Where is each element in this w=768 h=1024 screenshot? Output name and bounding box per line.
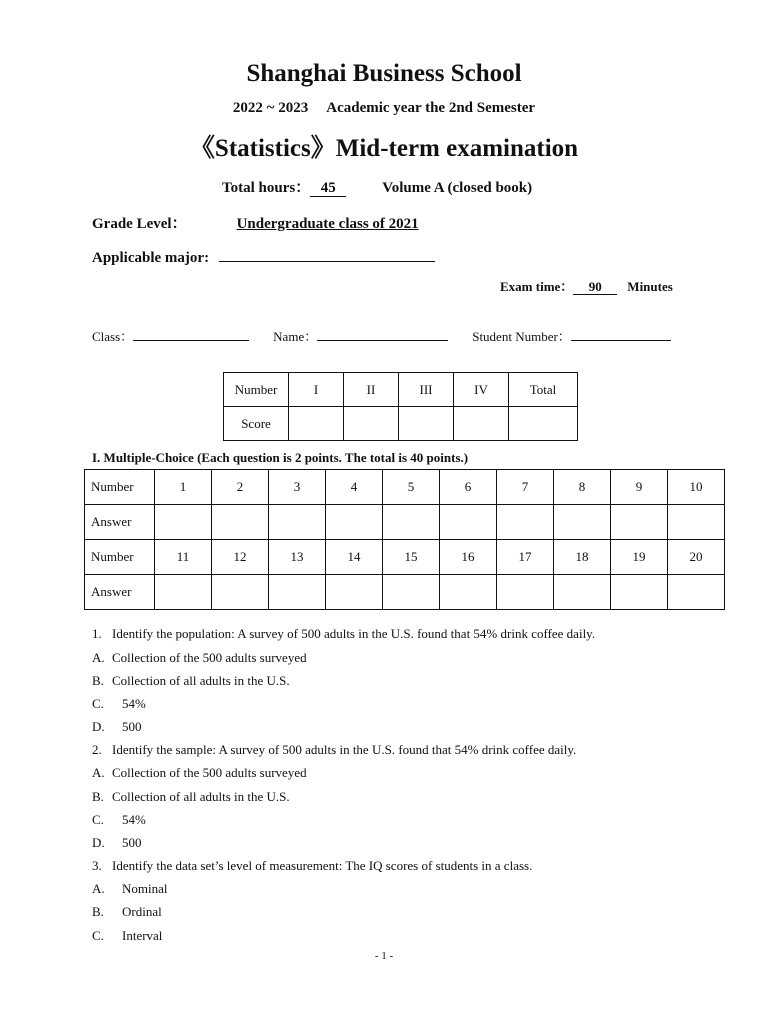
- answer-cell[interactable]: [611, 505, 668, 540]
- question-3-option-a: [92, 881, 168, 897]
- question-3-option-c: [92, 928, 162, 944]
- question-number-cell: 4: [326, 470, 383, 505]
- number-row-label: Number: [85, 470, 155, 505]
- question-number-cell: 14: [326, 540, 383, 575]
- name-label: Name：: [273, 329, 318, 344]
- answer-grid-number-row: [85, 540, 725, 575]
- option-text: Interval: [122, 928, 163, 943]
- option-letter: D.: [92, 835, 105, 850]
- question-number-cell: 16: [440, 540, 497, 575]
- answer-cell[interactable]: [212, 505, 269, 540]
- question-number-cell: 9: [611, 470, 668, 505]
- answer-cell[interactable]: [326, 575, 383, 610]
- question-2-option-d: [92, 835, 142, 851]
- answer-cell[interactable]: [440, 505, 497, 540]
- option-letter: B.: [92, 673, 104, 688]
- exam-title: 《Statistics》Mid-term examination: [189, 135, 579, 162]
- question-number: 2.: [92, 742, 102, 757]
- score-row-label: Score: [224, 407, 289, 441]
- name-blank[interactable]: [317, 326, 448, 341]
- answer-cell[interactable]: [212, 575, 269, 610]
- question-3-stem: [92, 858, 532, 874]
- score-header-section: III: [399, 373, 454, 407]
- question-number-cell: 8: [554, 470, 611, 505]
- score-header-number: Number: [224, 373, 289, 407]
- question-number-cell: 2: [212, 470, 269, 505]
- question-number-cell: 19: [611, 540, 668, 575]
- option-letter: C.: [92, 696, 104, 711]
- exam-time-line: [500, 276, 673, 295]
- score-total-cell[interactable]: [509, 407, 578, 441]
- option-letter: A.: [92, 765, 105, 780]
- answer-grid-answer-row: [85, 505, 725, 540]
- question-number-cell: 3: [269, 470, 326, 505]
- answer-grid: [84, 469, 725, 610]
- answer-cell[interactable]: [155, 575, 212, 610]
- question-number-cell: 18: [554, 540, 611, 575]
- answer-cell[interactable]: [668, 575, 725, 610]
- question-number-cell: 6: [440, 470, 497, 505]
- option-text: 54%: [122, 812, 146, 827]
- grade-level-value: Undergraduate class of 2021: [236, 216, 419, 232]
- question-number-cell: 1: [155, 470, 212, 505]
- score-header-section: I: [289, 373, 344, 407]
- question-1-stem: [92, 626, 595, 642]
- question-text: Identify the population: A survey of 500 adults in the U.S. found that 54% drink coffee daily.: [112, 626, 596, 641]
- option-letter: C.: [92, 812, 104, 827]
- question-text: Identify the data set’s level of measurement: The IQ scores of students in a class.: [112, 858, 533, 873]
- multiple-choice-heading: I. Multiple-Choice (Each question is 2 points. The total is 40 points.): [92, 450, 469, 465]
- answer-cell[interactable]: [383, 505, 440, 540]
- score-header-section: IV: [454, 373, 509, 407]
- option-letter: B.: [92, 789, 104, 804]
- answer-grid-answer-row: [85, 575, 725, 610]
- total-hours-label: Total hours：: [222, 180, 311, 196]
- question-number-cell: 13: [269, 540, 326, 575]
- answer-cell[interactable]: [668, 505, 725, 540]
- question-2-stem: [92, 742, 576, 758]
- class-label: Class：: [92, 329, 134, 344]
- total-hours-value: 45: [310, 181, 346, 197]
- page-number: - 1 -: [374, 950, 394, 962]
- question-3-option-b: [92, 904, 162, 920]
- question-number: 3.: [92, 858, 102, 873]
- question-number-cell: 15: [383, 540, 440, 575]
- score-cell[interactable]: [289, 407, 344, 441]
- option-text: Collection of the 500 adults surveyed: [112, 650, 307, 665]
- question-2-option-b: [92, 789, 290, 805]
- question-2-option-c: [92, 812, 146, 828]
- answer-cell[interactable]: [554, 575, 611, 610]
- option-text: Collection of the 500 adults surveyed: [112, 765, 307, 780]
- question-2-option-a: [92, 765, 307, 781]
- score-table-header-row: [224, 373, 578, 407]
- score-table-score-row: [224, 407, 578, 441]
- student-number-blank[interactable]: [571, 326, 671, 341]
- applicable-major-blank[interactable]: [219, 246, 435, 262]
- question-1-option-a: [92, 650, 307, 666]
- option-letter: A.: [92, 650, 105, 665]
- score-header-total: Total: [509, 373, 578, 407]
- answer-row-label: Answer: [85, 505, 155, 540]
- answer-cell[interactable]: [611, 575, 668, 610]
- applicable-major-line: [92, 246, 435, 267]
- answer-cell[interactable]: [269, 575, 326, 610]
- option-text: 500: [122, 835, 142, 850]
- total-hours-line: [222, 176, 532, 197]
- option-text: 500: [122, 719, 142, 734]
- student-info-line: [92, 326, 671, 345]
- exam-time-unit: Minutes: [627, 279, 673, 294]
- question-number: 1.: [92, 626, 102, 641]
- answer-cell[interactable]: [383, 575, 440, 610]
- answer-cell[interactable]: [269, 505, 326, 540]
- option-text: Collection of all adults in the U.S.: [112, 789, 290, 804]
- option-text: Ordinal: [122, 904, 162, 919]
- question-number-cell: 11: [155, 540, 212, 575]
- option-text: 54%: [122, 696, 146, 711]
- student-number-label: Student Number：: [472, 329, 571, 344]
- question-1-option-c: [92, 696, 146, 712]
- answer-cell[interactable]: [497, 505, 554, 540]
- answer-cell[interactable]: [440, 575, 497, 610]
- answer-cell[interactable]: [326, 505, 383, 540]
- question-number-cell: 10: [668, 470, 725, 505]
- score-cell[interactable]: [344, 407, 399, 441]
- applicable-major-label: Applicable major:: [92, 250, 210, 266]
- academic-semester: [0, 100, 768, 117]
- question-number-cell: 7: [497, 470, 554, 505]
- option-letter: C.: [92, 928, 104, 943]
- answer-row-label: Answer: [85, 575, 155, 610]
- grade-level-label: Grade Level：: [92, 216, 187, 232]
- question-1-option-b: [92, 673, 290, 689]
- question-text: Identify the sample: A survey of 500 adults in the U.S. found that 54% drink coffee daily.: [112, 742, 577, 757]
- question-number-cell: 17: [497, 540, 554, 575]
- school-title: Shanghai Business School: [246, 60, 522, 87]
- volume-label: Volume A (closed book): [382, 180, 533, 196]
- number-row-label: Number: [85, 540, 155, 575]
- question-number-cell: 5: [383, 470, 440, 505]
- question-number-cell: 20: [668, 540, 725, 575]
- option-letter: B.: [92, 904, 104, 919]
- academic-year: 2022 ~ 2023: [232, 100, 309, 116]
- option-text: Nominal: [122, 881, 168, 896]
- option-letter: A.: [92, 881, 105, 896]
- question-1-option-d: [92, 719, 142, 735]
- answer-cell[interactable]: [554, 505, 611, 540]
- question-number-cell: 12: [212, 540, 269, 575]
- exam-time-value: 90: [573, 279, 617, 295]
- grade-level-line: [92, 212, 419, 233]
- class-blank[interactable]: [133, 326, 249, 341]
- score-table: [223, 372, 578, 441]
- option-letter: D.: [92, 719, 105, 734]
- score-cell[interactable]: [454, 407, 509, 441]
- score-cell[interactable]: [399, 407, 454, 441]
- score-header-section: II: [344, 373, 399, 407]
- answer-cell[interactable]: [155, 505, 212, 540]
- answer-cell[interactable]: [497, 575, 554, 610]
- answer-grid-number-row: [85, 470, 725, 505]
- exam-time-label: Exam time：: [500, 279, 574, 294]
- option-text: Collection of all adults in the U.S.: [112, 673, 290, 688]
- semester-label: Academic year the 2nd Semester: [326, 100, 536, 116]
